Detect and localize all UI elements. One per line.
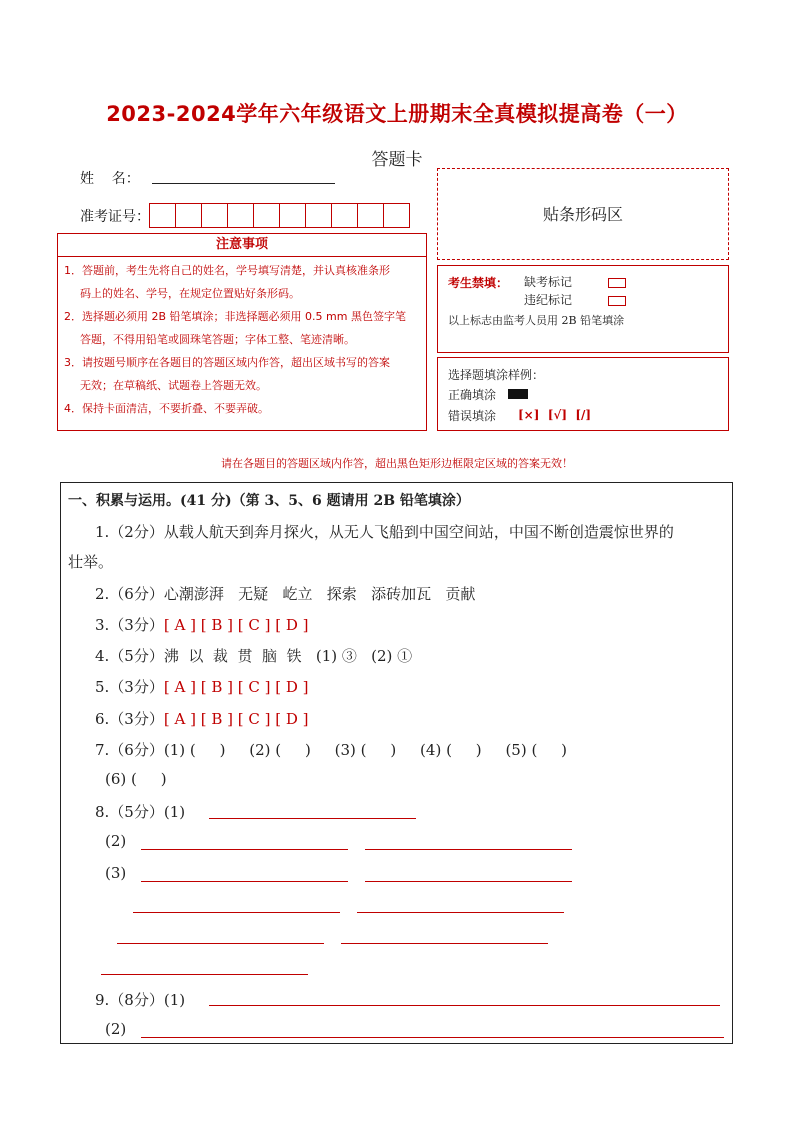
id-label: 准考证号： xyxy=(80,209,150,225)
forbidden-box xyxy=(437,265,729,353)
q5-label: 5.（3分） xyxy=(95,678,164,696)
notice-line: 2．选择题必须用 2B 铅笔填涂；非选择题必须用 0.5 mm 黑色签字笔 xyxy=(64,310,406,323)
notice-line: 4．保持卡面清洁，不要折叠、不要弄破。 xyxy=(64,402,269,415)
id-digit-box[interactable] xyxy=(383,203,410,228)
correct-fill-label: 正确填涂 xyxy=(448,388,497,402)
id-number-boxes[interactable] xyxy=(150,203,410,228)
id-digit-box[interactable] xyxy=(331,203,358,228)
id-digit-box[interactable] xyxy=(305,203,332,228)
notice-title: 注意事项 xyxy=(58,234,426,257)
q8-answer-line[interactable] xyxy=(365,849,572,850)
q6-label: 6.（3分） xyxy=(95,710,164,728)
barcode-area xyxy=(437,168,729,260)
name-field[interactable] xyxy=(152,183,335,184)
q8-answer-line[interactable] xyxy=(357,912,564,913)
q2-text: 2.（6分）心潮澎湃 无疑 屹立 探索 添砖加瓦 贡献 xyxy=(95,585,476,603)
q8-part3-label: (3) xyxy=(105,864,127,882)
q8-answer-line[interactable] xyxy=(209,818,416,819)
sample-box xyxy=(437,357,729,431)
notice-line: 无效；在草稿纸、试题卷上答题无效。 xyxy=(80,379,267,392)
q8-answer-line[interactable] xyxy=(341,943,548,944)
q8-answer-line[interactable] xyxy=(133,912,340,913)
notice-line: 1．答题前，考生先将自己的姓名，学号填写清楚，并认真核准条形 xyxy=(64,264,390,277)
id-digit-box[interactable] xyxy=(253,203,280,228)
q8-part2-label: (2) xyxy=(105,832,127,850)
notice-box xyxy=(57,233,427,431)
notice-item xyxy=(58,351,426,397)
q8-label: 8.（5分）(1) xyxy=(95,803,186,821)
violation-mark-label: 违纪标记 xyxy=(524,293,573,307)
wrong-fill-label: 错误填涂 xyxy=(448,409,497,423)
q9-part2-label: (2) xyxy=(105,1020,127,1038)
q9-label: 9.（8分）(1) xyxy=(95,991,186,1009)
notice-line: 3．请按题号顺序在各题目的答题区域内作答，超出区域书写的答案 xyxy=(64,356,390,369)
q1-text: 1.（2分）从载人航天到奔月探火，从无人飞船到中国空间站，中国不断创造震惊世界的 xyxy=(95,523,674,541)
answer-card-subtitle: 答题卡 xyxy=(371,150,423,170)
notice-line: 码上的姓名、学号，在规定位置贴好条形码。 xyxy=(80,287,300,300)
q9-answer-line[interactable] xyxy=(209,1005,720,1006)
id-digit-box[interactable] xyxy=(227,203,254,228)
forbidden-note: 以上标志由监考人员用 2B 铅笔填涂 xyxy=(448,314,625,327)
q5-options[interactable]: [ A ] [ B ] [ C ] [ D ] xyxy=(163,678,309,696)
id-digit-box[interactable] xyxy=(201,203,228,228)
q8-answer-line[interactable] xyxy=(117,943,324,944)
q3 xyxy=(95,614,308,635)
absent-mark-box[interactable] xyxy=(608,278,626,288)
q8-answer-line[interactable] xyxy=(141,849,348,850)
q8-answer-line[interactable] xyxy=(101,974,308,975)
violation-mark-box[interactable] xyxy=(608,296,626,306)
warning-text: 请在各题目的答题区域内作答，超出黑色矩形边框限定区域的答案无效！ xyxy=(221,457,573,470)
q7-text-cont[interactable]: (6) ( ) xyxy=(105,770,167,788)
q3-label: 3.（3分） xyxy=(95,616,164,634)
id-digit-box[interactable] xyxy=(279,203,306,228)
q8-answer-line[interactable] xyxy=(365,881,572,882)
id-digit-box[interactable] xyxy=(357,203,384,228)
q7-text[interactable]: 7.（6分）(1) ( ) (2) ( ) (3) ( ) (4) ( ) (5) ( ) xyxy=(95,741,568,759)
id-digit-box[interactable] xyxy=(149,203,176,228)
q3-options[interactable]: [ A ] [ B ] [ C ] [ D ] xyxy=(163,616,309,634)
id-digit-box[interactable] xyxy=(175,203,202,228)
notice-item xyxy=(58,305,426,351)
q6-options[interactable]: [ A ] [ B ] [ C ] [ D ] xyxy=(163,710,309,728)
notice-item xyxy=(58,259,426,305)
notice-line: 答题，不得用铅笔或圆珠笔答题；字体工整、笔迹清晰。 xyxy=(80,333,355,346)
sample-title: 选择题填涂样例： xyxy=(448,368,545,382)
q5 xyxy=(95,676,308,697)
barcode-text: 贴条形码区 xyxy=(542,205,623,224)
wrong-fill-marks: [×] [√] [/] xyxy=(518,408,592,422)
q8-answer-line[interactable] xyxy=(141,881,348,882)
absent-mark-label: 缺考标记 xyxy=(524,275,573,289)
q4-text: 4.（5分）沸 以 裁 贯 脑 铁 (1) ③ (2) ① xyxy=(95,647,413,665)
forbidden-label: 考生禁填： xyxy=(448,276,509,290)
answer-section xyxy=(60,482,733,1044)
filled-block-icon xyxy=(508,389,528,399)
section-heading: 一、积累与运用。(41 分)（第 3、5、6 题请用 2B 铅笔填涂） xyxy=(68,493,470,509)
q6 xyxy=(95,708,308,729)
q1-text-cont: 壮举。 xyxy=(68,553,114,571)
name-label: 姓 名： xyxy=(80,171,140,187)
q9-answer-line[interactable] xyxy=(141,1037,724,1038)
notice-item xyxy=(58,397,426,420)
page-title: 2023-2024学年六年级语文上册期末全真模拟提高卷（一） xyxy=(106,102,688,126)
